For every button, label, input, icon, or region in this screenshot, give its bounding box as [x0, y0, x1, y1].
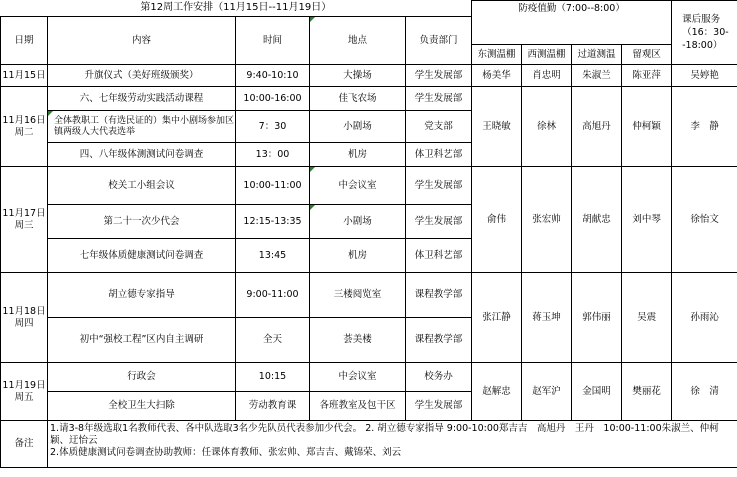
event-time: 10:15: [236, 363, 310, 392]
event-place: 三楼阅览室: [310, 273, 406, 318]
event-time: 9:00-11:00: [236, 273, 310, 318]
event-place: 中会议室: [310, 363, 406, 392]
after-school-teacher: 吴婷艳: [672, 65, 737, 87]
event-content: 七年级体质健康测试问卷调查: [48, 239, 236, 273]
event-time: 10:00-16:00: [236, 87, 310, 111]
notes-text: [48, 421, 737, 468]
duty-person: 金国明: [572, 363, 622, 421]
event-place: 荟美楼: [310, 318, 406, 363]
after-school-teacher: 李 静: [672, 87, 737, 167]
event-time: 13：00: [236, 143, 310, 167]
notes-label: 备注: [1, 421, 48, 468]
event-place: 佳飞农场: [310, 87, 406, 111]
duty-person: 陈亚萍: [622, 65, 672, 87]
duty-person: 刘中琴: [622, 167, 672, 273]
event-content: 胡立德专家指导: [48, 273, 236, 318]
duty-person: 郭伟丽: [572, 273, 622, 363]
event-dept: 校务办: [406, 363, 472, 392]
duty-person: 仲柯颖: [622, 87, 672, 167]
duty-person: 高旭丹: [572, 87, 622, 167]
duty-person: 朱淑兰: [572, 65, 622, 87]
duty-person: 赵军沪: [522, 363, 572, 421]
event-time: 9:40-10:10: [236, 65, 310, 87]
event-place: 小剧场: [310, 205, 406, 239]
header-date: 日期: [1, 17, 48, 65]
duty-person: 杨美华: [472, 65, 522, 87]
event-time: 12:15-13:35: [236, 205, 310, 239]
event-content: 全体教职工（有选民证的）集中小剧场参加区镇两级人大代表选举: [48, 111, 236, 143]
duty-person: 蒋玉坤: [522, 273, 572, 363]
notes-line: 1.请3-8年级选取1名教师代表、各中队选取3名少先队员代表参加少代会。 2. 胡立德专家指导 9:00-10:00郑吉吉 高旭丹 王丹 10:00-11:00朱淑兰、仲柯颖、迂怡云: [50, 423, 719, 446]
event-content: 第二十一次少代会: [48, 205, 236, 239]
duty-person: 胡献忠: [572, 167, 622, 273]
duty-person: 张宏帅: [522, 167, 572, 273]
event-dept: 体卫科艺部: [406, 143, 472, 167]
duty-person: 王晓敏: [472, 87, 522, 167]
duty-person: 樊丽花: [622, 363, 672, 421]
event-time: 劳动教育课: [236, 392, 310, 421]
event-dept: 课程教学部: [406, 273, 472, 318]
header-dept: 负责部门: [406, 17, 472, 65]
event-content: 四、八年级体测测试问卷调查: [48, 143, 236, 167]
duty-person: 肖忠明: [522, 65, 572, 87]
after-school-teacher: 徐怡文: [672, 167, 737, 273]
duty-person: 徐林: [522, 87, 572, 167]
event-content: 行政会: [48, 363, 236, 392]
day-date: 11月15日: [1, 65, 48, 87]
event-place: 各班教室及包干区: [310, 392, 406, 421]
after-school-teacher: 孙雨沁: [672, 273, 737, 363]
duty-person: 张江静: [472, 273, 522, 363]
page-title: 第12周工作安排（11月15日--11月19日）: [140, 2, 332, 14]
header-place: 地点: [310, 17, 406, 65]
day-date: 11月17日周三: [1, 167, 48, 273]
event-place: 机房: [310, 239, 406, 273]
duty-col-observation: 留观区: [622, 45, 672, 65]
event-time: 10:00-11:00: [236, 167, 310, 205]
event-dept: 学生发展部: [406, 205, 472, 239]
event-dept: 学生发展部: [406, 167, 472, 205]
event-time: 7：30: [236, 111, 310, 143]
event-place: 机房: [310, 143, 406, 167]
after-school-teacher: 徐 清: [672, 363, 737, 421]
day-date: 11月19日周五: [1, 363, 48, 421]
event-content: 全校卫生大扫除: [48, 392, 236, 421]
event-dept: 党支部: [406, 111, 472, 143]
event-dept: 学生发展部: [406, 392, 472, 421]
header-content: 内容: [48, 17, 236, 65]
duty-col-east: 东测温棚: [472, 45, 522, 65]
event-dept: 课程教学部: [406, 318, 472, 363]
event-time: 13:45: [236, 239, 310, 273]
duty-person: 俞伟: [472, 167, 522, 273]
after-school-header: 课后服务（16：30--18:00）: [672, 1, 737, 65]
event-place: 大操场: [310, 65, 406, 87]
notes-line: 2.体质健康测试问卷调查协助教师：任课体育教师、张宏帅、郑吉吉、戴锦荣、刘云: [50, 447, 402, 458]
event-time: 全天: [236, 318, 310, 363]
header-time: 时间: [236, 17, 310, 65]
duty-group-header: 防疫值勤（7:00--8:00）: [472, 1, 672, 45]
event-content: 校关工小组会议: [48, 167, 236, 205]
event-content: 六、七年级劳动实践活动课程: [48, 87, 236, 111]
event-dept: 学生发展部: [406, 65, 472, 87]
event-place: 小剧场: [310, 111, 406, 143]
event-dept: 体卫科艺部: [406, 239, 472, 273]
event-content: 升旗仪式（美好班级颁奖）: [48, 65, 236, 87]
duty-person: 吴震: [622, 273, 672, 363]
event-place: 中会议室: [310, 167, 406, 205]
duty-person: 赵解忠: [472, 363, 522, 421]
duty-col-west: 西测温棚: [522, 45, 572, 65]
day-date: 11月18日周四: [1, 273, 48, 363]
event-content: 初中“强校工程”区内自主调研: [48, 318, 236, 363]
duty-col-corridor: 过道测温: [572, 45, 622, 65]
day-date: 11月16日周二: [1, 87, 48, 167]
event-dept: 学生发展部: [406, 87, 472, 111]
